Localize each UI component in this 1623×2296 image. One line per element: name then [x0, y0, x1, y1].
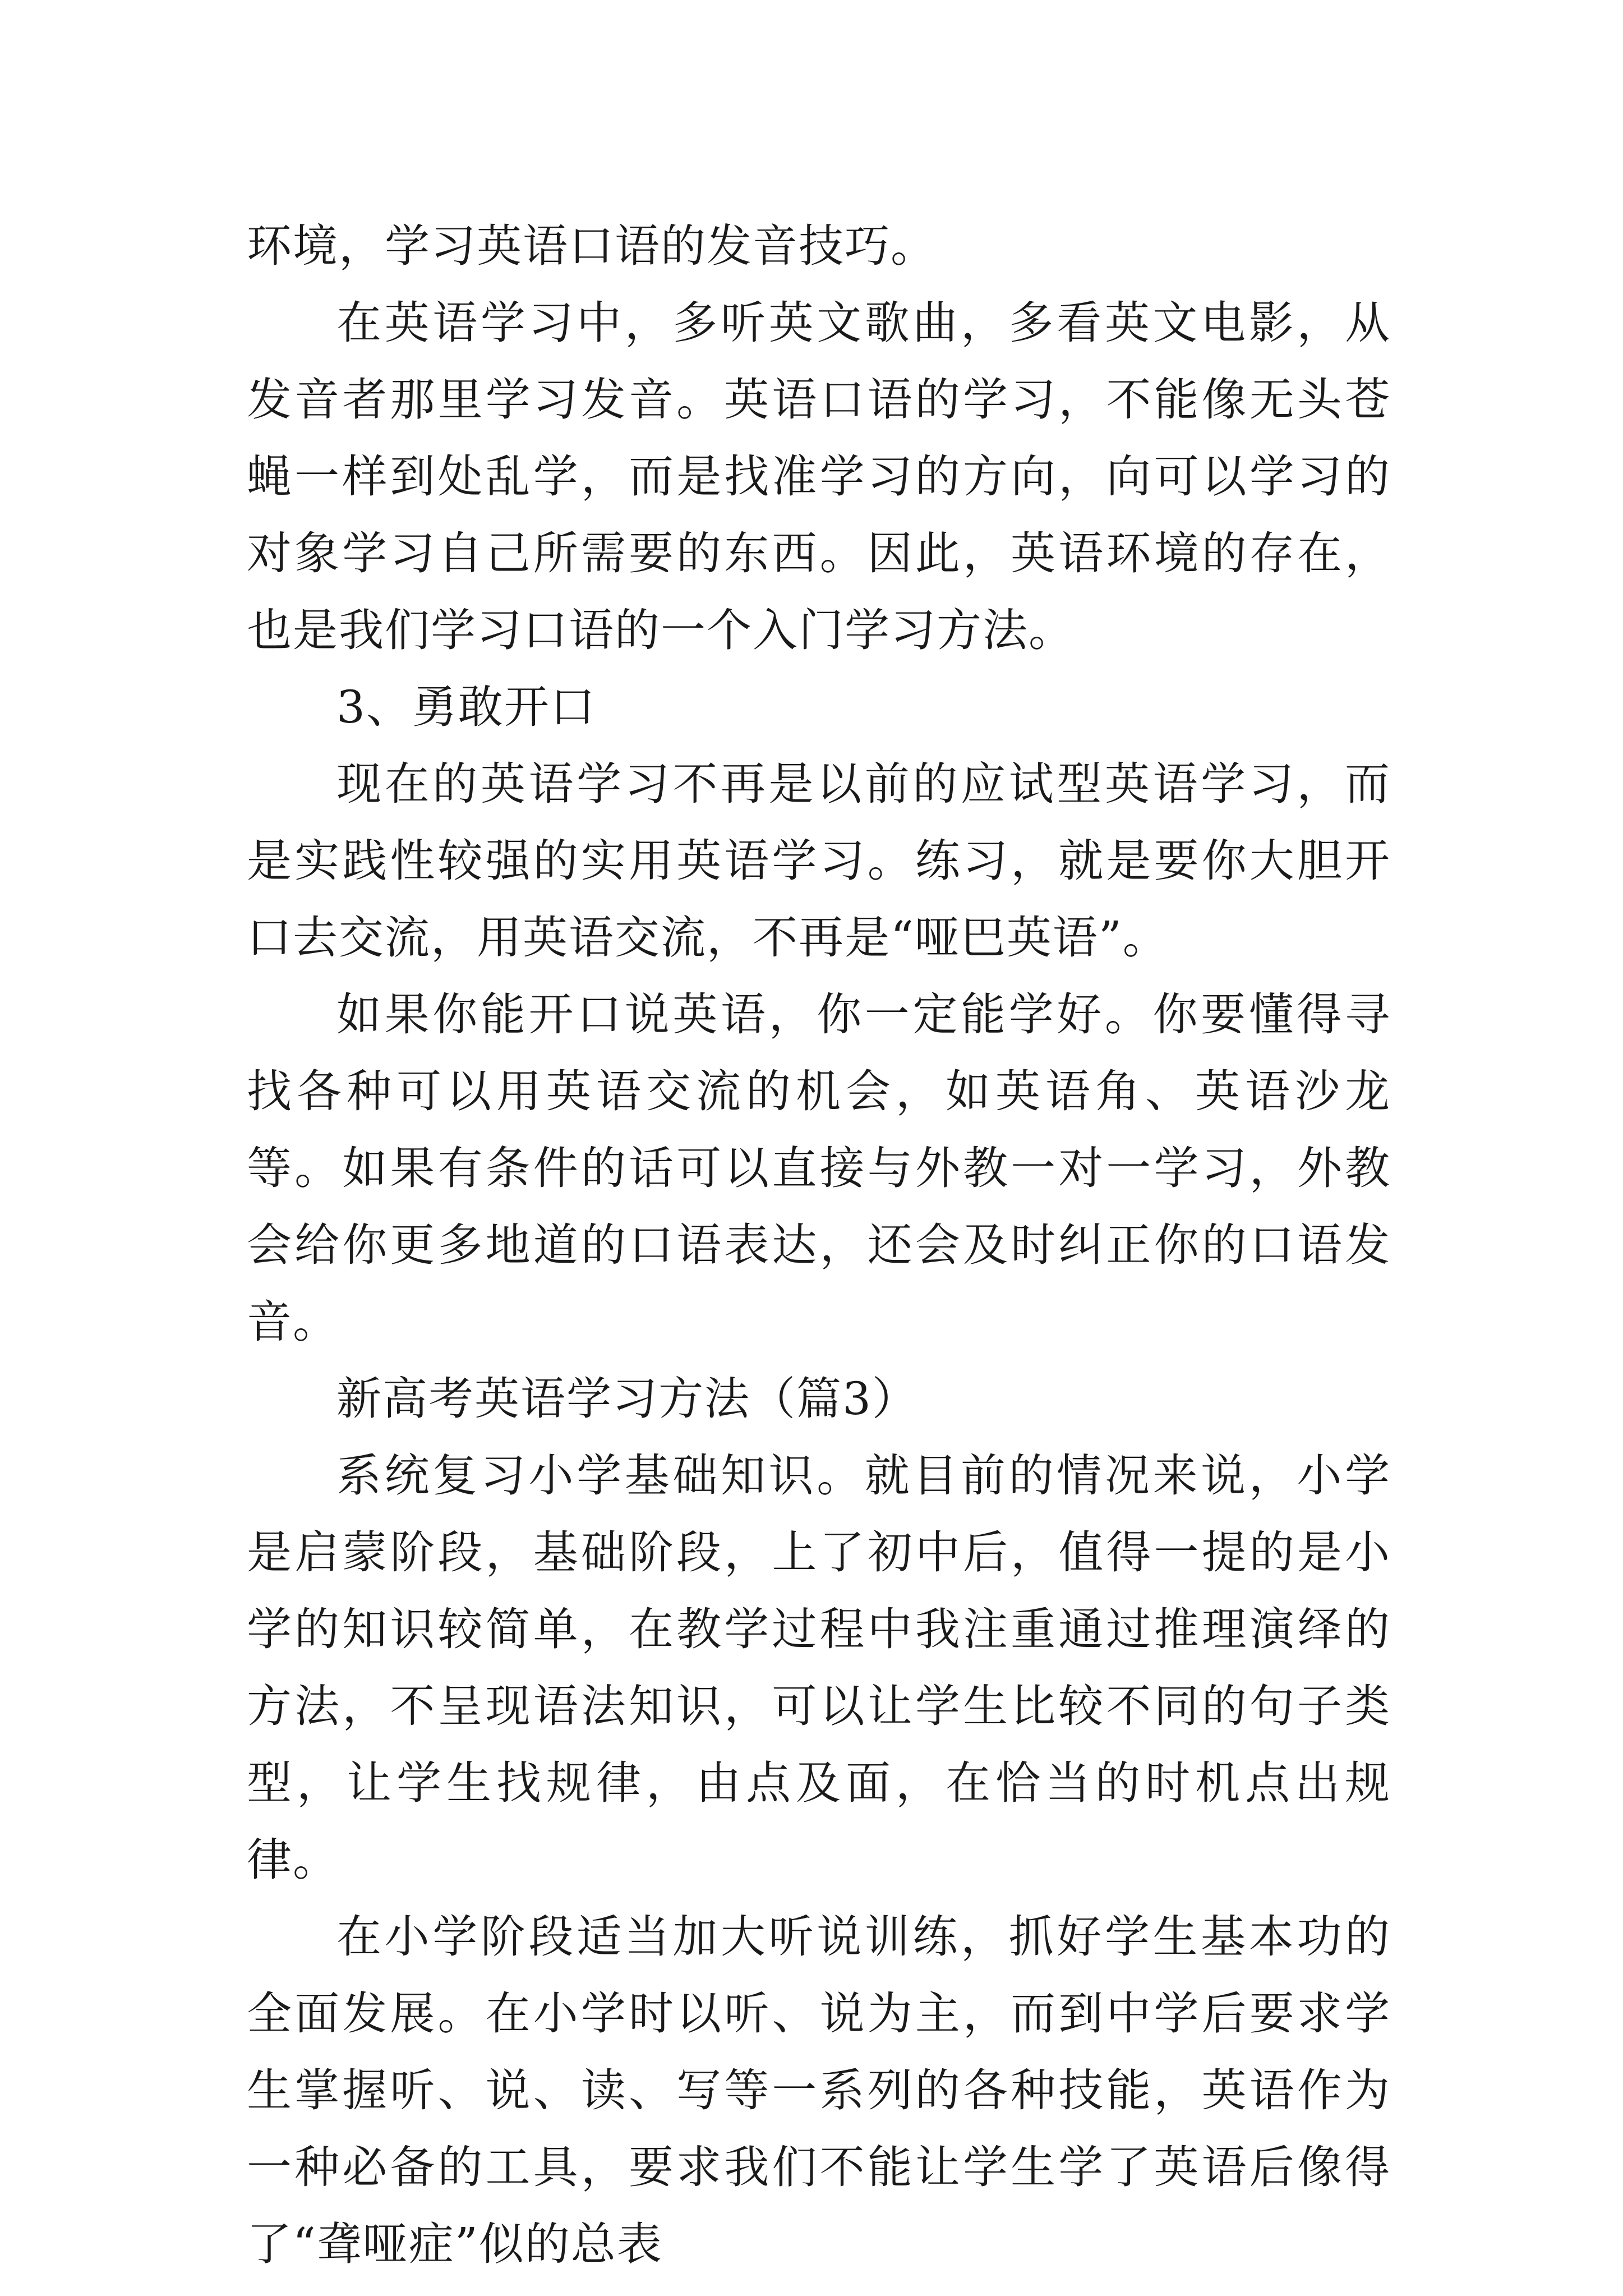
paragraph-practical-english: 现在的英语学习不再是以前的应试型英语学习，而是实践性较强的实用英语学习。练习，就是要你大胆开口去交流，用英语交流，不再是“哑巴英语”。: [247, 758, 1391, 964]
paragraph-continuation: 环境，学习英语口语的发音技巧。: [247, 220, 937, 272]
paragraph-listening-speaking: 在小学阶段适当加大听说训练，抓好学生基本功的全面发展。在小学时以听、说为主，而到中学后要求学生掌握听、说、读、写等一系列的各种技能，英语作为一种必备的工具，要求我们不能让学生学了英语后像得了“聋哑症”似的总表: [247, 1911, 1391, 2270]
paragraph-review-basics: 系统复习小学基础知识。就目前的情况来说，小学是启蒙阶段，基础阶段，上了初中后，值得一提的是小学的知识较简单，在教学过程中我注重通过推理演绎的方法，不呈现语法知识，可以让学生比较不同的句子类型，让学生找规律，由点及面，在恰当的时机点出规律。: [247, 1450, 1391, 1886]
section-heading-speak-up: 3、勇敢开口: [336, 681, 596, 733]
paragraph-english-environment: 在英语学习中，多听英文歌曲，多看英文电影，从发音者那里学习发音。英语口语的学习，不能像无头苍蝇一样到处乱学，而是找准学习的方向，向可以学习的对象学习自己所需要的东西。因此，英语环境的存在，也是我们学习口语的一个入门学习方法。: [247, 297, 1391, 656]
document-body: [247, 208, 1391, 2283]
section-heading-part-3: 新高考英语学习方法（篇3）: [336, 1373, 918, 1425]
paragraph-speak-opportunities: 如果你能开口说英语，你一定能学好。你要懂得寻找各种可以用英语交流的机会，如英语角、英语沙龙等。如果有条件的话可以直接与外教一对一学习，外教会给你更多地道的口语表达，还会及时纠正你的口语发音。: [247, 988, 1391, 1348]
